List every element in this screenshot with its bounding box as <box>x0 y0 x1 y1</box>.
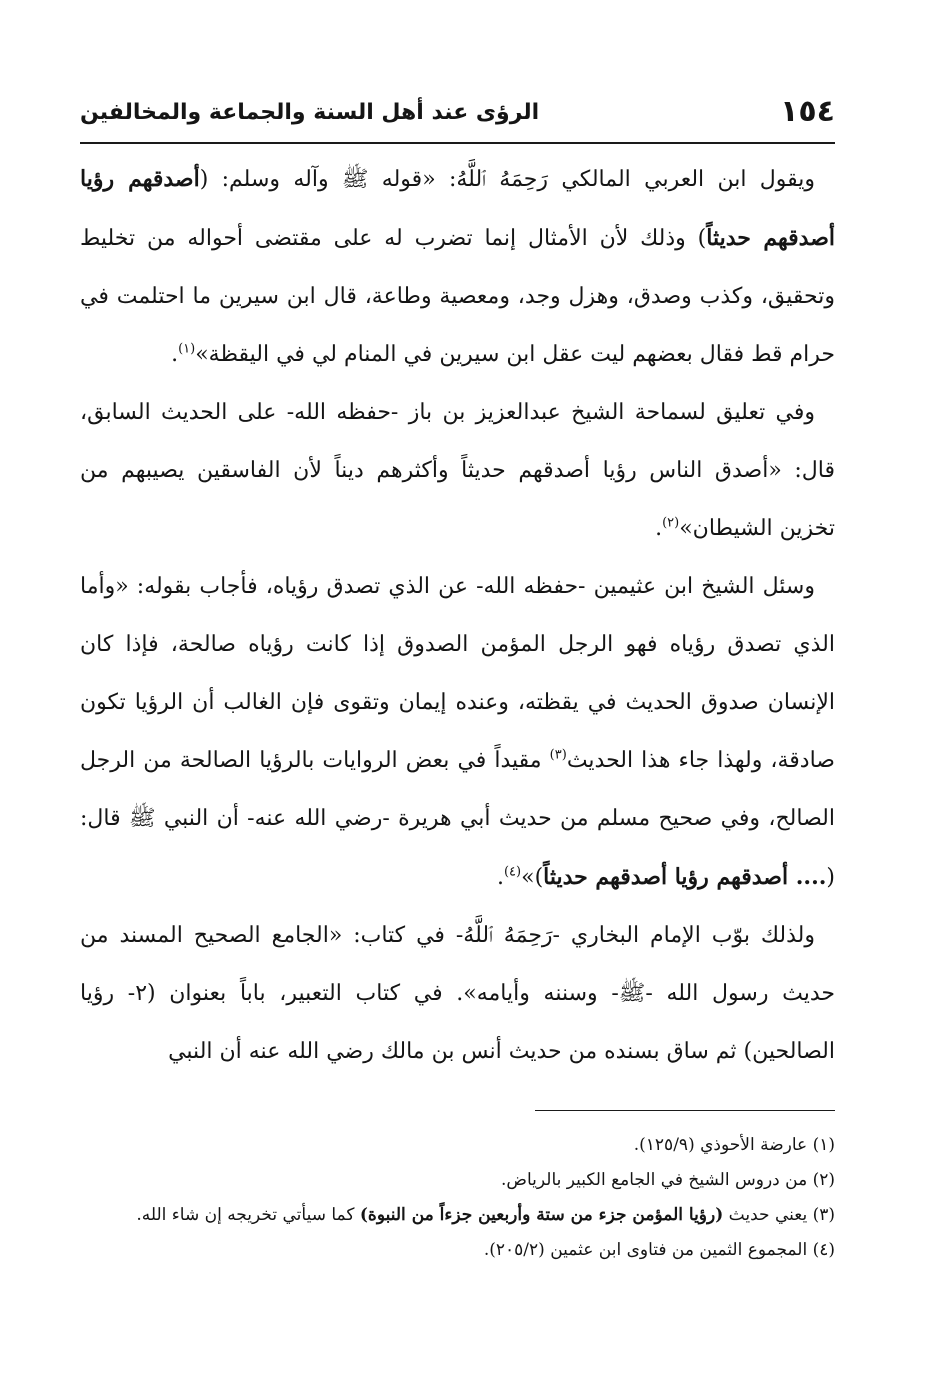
honorific-salawat: ﷺ <box>128 806 156 831</box>
honorific-radiallahu-anhu: رضي الله عنه <box>254 806 383 831</box>
honorific-rahimahullah: رَحِمَهُ ٱللَّهُ <box>463 923 553 948</box>
honorific-salawat: ﷺ <box>341 167 369 192</box>
footnote-rule <box>535 1110 835 1111</box>
paragraph-ibn-uthaymin: وسئل الشيخ ابن عثيمين -حفظه الله- عن الذي تصدق رؤياه، فأجاب بقوله: «وأما الذي تصدق رؤياه فهو الرجل المؤمن الصدوق إذا كانت رؤياه صالحة، فإذا كان الإنسان صدوق الحديث في يقظته، وعنده إيمان وتقوى فإن الغالب أن الرؤيا تكون صادقة، ولهذا جاء هذا الحديث$^{(٣)}$ مقيداً في بعض الروايات بالرؤيا الصالحة من الرجل الصالح، وفي صحيح مسلم من حديث أبي هريرة -رضي الله عنه- أن النبي ﷺ قال: (.... أصدقهم رؤيا أصدقهم حديثاً)»$^{(٤)}$. <box>80 574 835 890</box>
footnote-ref: (٤) <box>503 864 522 880</box>
footnote-ref: (٣) <box>549 747 567 763</box>
hadith-quote: .... أصدقهم رؤيا أصدقهم حديثاً <box>543 864 827 890</box>
footnotes <box>80 1128 835 1268</box>
footnote-2: (٢) من دروس الشيخ في الجامع الكبير بالرياض. <box>501 1170 835 1190</box>
footnote-ref: (١) <box>178 341 196 357</box>
footnote-4: (٤) المجموع الثمين من فتاوى ابن عثمين (٢٠٥/٢). <box>483 1240 835 1260</box>
header-rule <box>80 142 835 144</box>
page-number: ١٥٤ <box>780 94 835 129</box>
footnote-1: (١) عارضة الأحوذي (١٢٥/٩). <box>633 1135 835 1155</box>
running-title: الرؤى عند أهل السنة والجماعة والمخالفين <box>80 100 540 125</box>
hadith-quote: أصدقهم رؤيا أصدقهم حديثاً <box>80 166 835 251</box>
footnote-hadith-quote: (رؤيا المؤمن جزء من ستة وأربعين جزءاً من النبوة) <box>359 1205 724 1225</box>
honorific-rahimahullah: رَحِمَهُ ٱللَّهُ <box>456 167 549 192</box>
honorific-radiallahu-anhu: رضي الله عنه <box>248 1039 374 1064</box>
page-header <box>80 92 835 136</box>
footnote-ref: (٢) <box>662 515 680 531</box>
paragraph-ibn-al-arabi: ويقول ابن العربي المالكي رَحِمَهُ ٱللَّهُ: «قوله ﷺ وآله وسلم: (أصدقهم رؤيا أصدقهم حديثاً) وذلك لأن الأمثال إنما تضرب له على مقتضى أحواله من تخليط وتحقيق، وكذب وصدق، وهزل وجد، ومعصية وطاعة، قال ابن سيرين ما احتلمت في حرام قط فقال بعضهم ليت عقل ابن سيرين في المنام لي في اليقظة»$^{(١)}$. <box>80 166 835 367</box>
main-text <box>80 150 835 1081</box>
paragraph-ibn-baz: وفي تعليق لسماحة الشيخ عبدالعزيز بن باز -حفظه الله- على الحديث السابق، قال: «أصدق الناس رؤيا أصدقهم حديثاً وأكثرهم ديناً لأن الفاسقين يصيبهم من تخزين الشيطان»$^{(٢)}$. <box>80 400 835 541</box>
honorific-salawat: ﷺ <box>618 981 646 1006</box>
footnote-3: (٣) يعني حديث (رؤيا المؤمن جزء من ستة وأربعين جزءاً من النبوة) كما سيأتي تخريجه إن شاء الله. <box>136 1205 835 1225</box>
paragraph-bukhari: ولذلك بوّب الإمام البخاري -رَحِمَهُ ٱللَّهُ- في كتاب: «الجامع الصحيح المسند من حديث رسول الله -ﷺ- وسننه وأيامه». في كتاب التعبير، باباً بعنوان (٢- رؤيا الصالحين) ثم ساق بسنده من حديث أنس بن مالك رضي الله عنه أن النبي <box>80 923 835 1064</box>
